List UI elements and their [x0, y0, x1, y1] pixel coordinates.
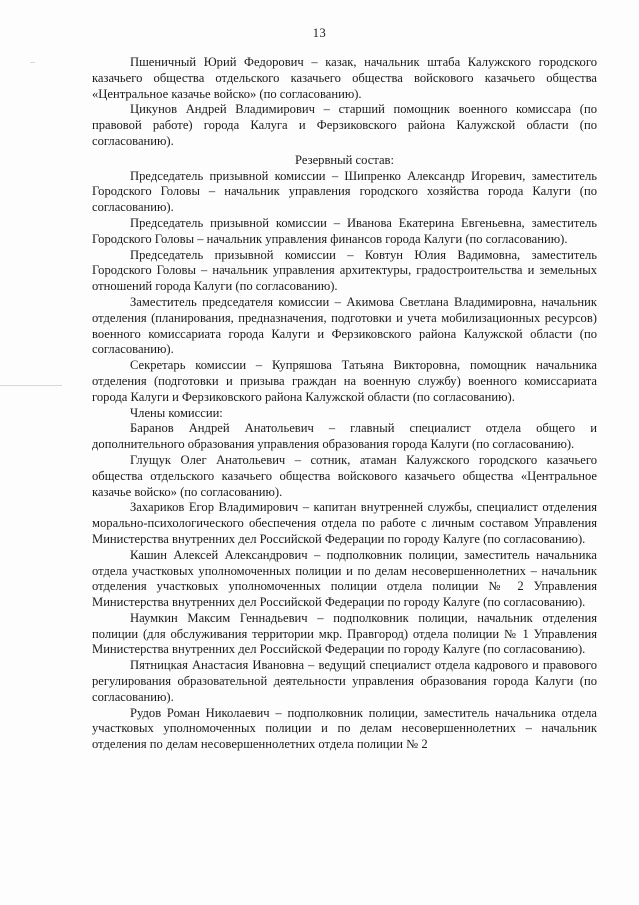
section-heading-members: Члены комиссии: [130, 405, 223, 420]
paragraph: Председатель призывной комиссии – Шипренко Александр Игоревич, заместитель Городского Головы – начальник управления городского хозяйства города Калуги (по согласованию). [92, 168, 597, 215]
paragraph: Секретарь комиссии – Купряшова Татьяна Викторовна, помощник начальника отделения (подготовки и призыва граждан на военную службу) военного комиссариата города Калуги и Ферзиковского района Калужской области (по согласованию). [92, 358, 597, 404]
paragraph: Председатель призывной комиссии – Ковтун Юлия Вадимовна, заместитель Городского Головы – начальник управления архитектуры, градостроительства и земельных отношений города Калуги (по согласованию). [92, 247, 597, 294]
page-number: 13 [312, 26, 327, 40]
paragraph: Захариков Егор Владимирович – капитан внутренней службы, специалист отделения морально-психологического обеспечения отдела по работе с личным составом Управления Министерства внутренних дел Российской Федерации по городу Калуге (по согласованию). [92, 500, 597, 546]
paragraph: Пшеничный Юрий Федорович – казак, начальник штаба Калужского городского казачьего общества отдельского казачьего общества войскового казачьего общества «Центральное казачье войско» (по согласованию). [92, 55, 597, 101]
section-heading-reserve: Резервный состав: [295, 152, 394, 167]
document-body [92, 55, 597, 753]
paragraph: Цикунов Андрей Владимирович – старший помощник военного комиссара (по правовой работе) города Калуга и Ферзиковского района Калужской области (по согласованию). [92, 102, 597, 148]
paragraph: Кашин Алексей Александрович – подполковник полиции, заместитель начальника отдела участковых уполномоченных полиции и по делам несовершеннолетних – начальник отделения участковых уполномоченных полиции отдела полиции № 2 Управления Министерства внутренних дел Российской Федерации по городу Калуге (по согласованию). [92, 547, 597, 610]
paragraph: Баранов Андрей Анатольевич – главный специалист отдела общего и дополнительного образования управления образования города Калуги (по согласованию). [92, 421, 597, 452]
paragraph: Пятницкая Анастасия Ивановна – ведущий специалист отдела кадрового и правового регулирования образовательной деятельности управления образования города Калуги (по согласованию). [92, 658, 597, 704]
paragraph: Председатель призывной комиссии – Иванова Екатерина Евгеньевна, заместитель Городского Головы – начальник управления финансов города Калуги (по согласованию). [92, 215, 597, 246]
paragraph: Заместитель председателя комиссии – Акимова Светлана Владимировна, начальник отделения (планирования, предназначения, подготовки и учета мобилизационных ресурсов) военного комиссариата города Калуги и Ферзиковского района Калужской области (по согласованию). [92, 294, 597, 357]
paragraph: Рудов Роман Николаевич – подполковник полиции, заместитель начальника отдела участковых уполномоченных полиции и по делам несовершеннолетних – начальник отделения по делам несовершеннолетних отдела полиции № 2 [92, 705, 597, 752]
paragraph: Глущук Олег Анатольевич – сотник, атаман Калужского городского казачьего общества отдельского казачьего общества войскового казачьего общества «Центральное казачье войско» (по согласованию). [92, 452, 597, 499]
paragraph: Наумкин Максим Геннадьевич – подполковник полиции, начальник отделения полиции (для обслуживания территории мкр. Правгород) отдела полиции № 1 Управления Министерства внутренних дел Российской Федерации по городу Калуге (по согласованию). [92, 610, 597, 657]
scan-artifact [30, 62, 35, 63]
scan-artifact [0, 385, 62, 386]
